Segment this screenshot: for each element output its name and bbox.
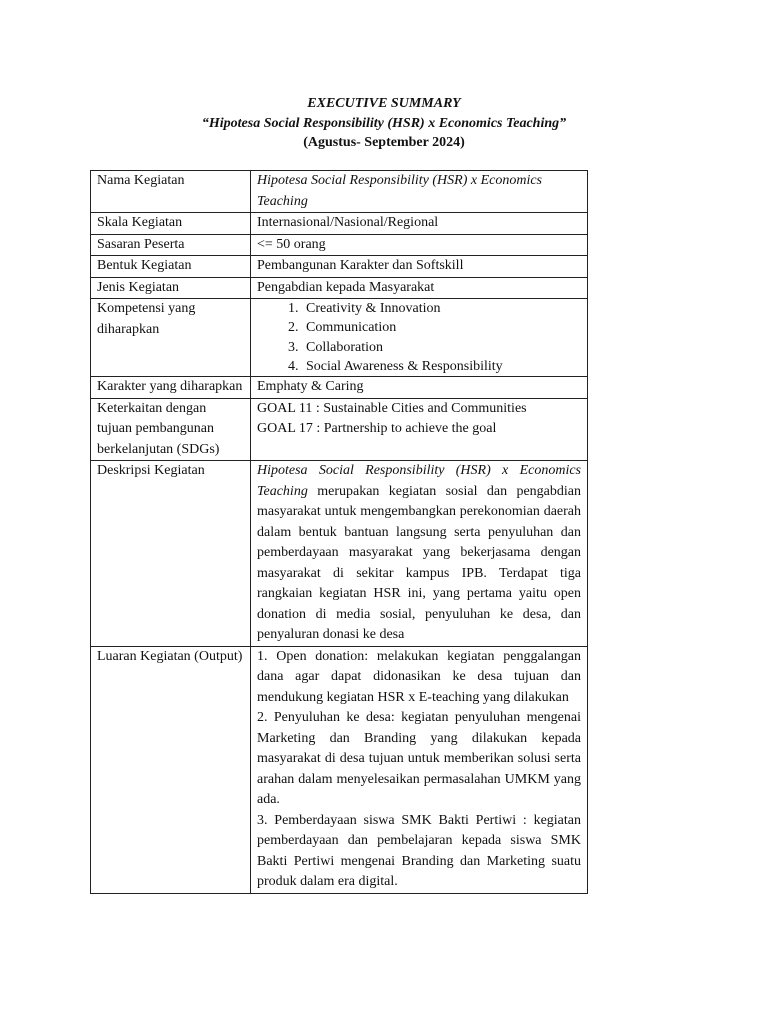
list-item: 3. Collaboration [302,338,581,357]
kompetensi-list [257,299,581,376]
value-kompetensi [251,299,588,377]
deskripsi-text: merupakan kegiatan sosial dan pengabdian masyarakat untuk mengembangkan perekonomian daerah dalam bentuk bantuan langsung serta penyuluhan dan pemberdayaan masyarakat yang bekerjasama dengan masyarakat di sekitar kampus IPB. Terdapat tiga rangkaian kegiatan HSR ini, yang pertama yaitu open donation di media sosial, penyuluhan ke desa, dan penyaluran donasi ke desa [257,483,581,643]
value-skala-kegiatan: Internasional/Nasional/Regional [251,213,588,235]
value-deskripsi [251,461,588,647]
value-sasaran-peserta: <= 50 orang [251,234,588,256]
label-sdgs: Keterkaitan dengan tujuan pembangunan berkelanjutan (SDGs) [91,398,251,461]
label-bentuk-kegiatan: Bentuk Kegiatan [91,256,251,278]
table-row-jenis [91,277,588,299]
list-item: 2. Communication [302,318,581,337]
value-karakter: Emphaty & Caring [251,377,588,399]
value-bentuk-kegiatan: Pembangunan Karakter dan Softskill [251,256,588,278]
label-deskripsi: Deskripsi Kegiatan [91,461,251,647]
value-luaran [251,646,588,893]
luaran-point-3: 3. Pemberdayaan siswa SMK Bakti Pertiwi : kegiatan pemberdayaan dan pembelajaran kepada siswa SMK Bakti Pertiwi mengenai Branding dan Marketing suatu produk dalam era digital. [257,812,581,890]
summary-table [90,170,588,894]
table-row-kompetensi [91,299,588,377]
value-sdgs [251,398,588,461]
list-item: 4. Social Awareness & Responsibility [302,357,581,376]
label-sasaran-peserta: Sasaran Peserta [91,234,251,256]
luaran-point-1: 1. Open donation: melakukan kegiatan penggalangan dana agar dapat didonasikan ke desa tujuan dan mendukung kegiatan HSR x E-teaching yang dilakukan [257,648,581,705]
table-row-nama [91,171,588,213]
label-luaran: Luaran Kegiatan (Output) [91,646,251,893]
table-row-sdgs [91,398,588,461]
table-row-karakter [91,377,588,399]
table-row-sasaran [91,234,588,256]
list-item: 1. Creativity & Innovation [302,299,581,318]
label-karakter: Karakter yang diharapkan [91,377,251,399]
value-jenis-kegiatan: Pengabdian kepada Masyarakat [251,277,588,299]
value-nama-kegiatan: Hipotesa Social Responsibility (HSR) x Economics Teaching [251,171,588,213]
table-row-bentuk [91,256,588,278]
label-skala-kegiatan: Skala Kegiatan [91,213,251,235]
document-period: (Agustus- September 2024) [303,135,465,150]
deskripsi-italic-title: Hipotesa Social Responsibility (HSR) x Economics Teaching [257,463,581,499]
document-header [0,94,768,153]
table-row-luaran [91,646,588,893]
label-nama-kegiatan: Nama Kegiatan [91,171,251,213]
luaran-point-2: 2. Penyuluhan ke desa: kegiatan penyuluhan mengenai Marketing dan Branding yang dilakukan kepada masyarakat di desa tujuan untuk memberikan solusi serta arahan dalam menyelesaikan permasalahan UMKM yang ada. [257,710,581,808]
label-kompetensi: Kompetensi yang diharapkan [91,299,251,377]
table-row-skala [91,213,588,235]
sdg-goal-17: GOAL 17 : Partnership to achieve the goal [257,421,497,437]
sdg-goal-11: GOAL 11 : Sustainable Cities and Communities [257,400,527,416]
document-title: EXECUTIVE SUMMARY [307,96,461,111]
label-jenis-kegiatan: Jenis Kegiatan [91,277,251,299]
document-subtitle: “Hipotesa Social Responsibility (HSR) x Economics Teaching” [201,115,567,131]
table-row-deskripsi [91,461,588,647]
